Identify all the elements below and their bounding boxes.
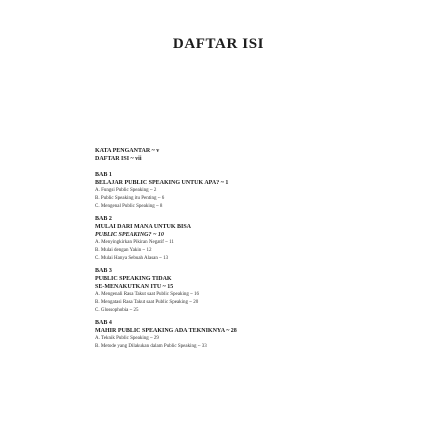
chapter-1-number: BAB 1 xyxy=(95,172,112,178)
toc-subentry[interactable]: A. Mengenali Rasa Takut saat Public Speaking ~ 16 xyxy=(95,292,200,297)
chapter-1-title[interactable]: BELAJAR PUBLIC SPEAKING UNTUK APA? ~ 1 xyxy=(95,180,229,186)
chapter-4-number: BAB 4 xyxy=(95,320,112,326)
chapter-3-title-line-1[interactable]: PUBLIC SPEAKING TIDAK xyxy=(95,276,172,282)
chapter-4-title[interactable]: MAHIR PUBLIC SPEAKING ADA TEKNIKNYA ~ 28 xyxy=(95,328,237,334)
toc-subentry[interactable]: C. Mengenal Public Speaking ~ 8 xyxy=(95,204,163,209)
toc-subentry[interactable]: C. Mulai Hanya Sebuah Alasan ~ 13 xyxy=(95,256,169,261)
chapter-2-title-line-2[interactable]: PUBLIC SPEAKING? ~ 10 xyxy=(95,232,164,238)
toc-subentry[interactable]: B. Metode yang Dilakukan dalam Public Speaking ~ 33 xyxy=(95,344,207,349)
chapter-3-title-line-2[interactable]: SE-MENAKUTKAN ITU ~ 15 xyxy=(95,284,174,290)
chapter-2-title-line-1[interactable]: MULAI DARI MANA UNTUK BISA xyxy=(95,224,192,230)
toc-subentry[interactable]: C. Glossophobia ~ 25 xyxy=(95,308,139,313)
toc-entry-daftar-isi[interactable]: DAFTAR ISI ~ vii xyxy=(95,156,142,162)
chapter-3 xyxy=(95,267,405,315)
chapter-2 xyxy=(95,215,405,263)
toc-entry-kata-pengantar[interactable]: KATA PENGANTAR ~ v xyxy=(95,148,160,154)
chapter-2-number: BAB 2 xyxy=(95,216,112,222)
chapter-4 xyxy=(95,319,405,351)
table-of-contents xyxy=(95,147,405,351)
toc-subentry[interactable]: B. Public Speaking itu Penting ~ 6 xyxy=(95,196,165,201)
chapter-1 xyxy=(95,171,405,211)
page-title: DAFTAR ISI xyxy=(172,36,265,52)
chapter-3-number: BAB 3 xyxy=(95,268,112,274)
toc-subentry[interactable]: B. Mengatasi Rasa Takut saat Public Speaking ~ 20 xyxy=(95,300,199,305)
toc-subentry[interactable]: A. Fungsi Public Speaking ~ 2 xyxy=(95,188,157,193)
toc-subentry[interactable]: A. Teknik Public Speaking ~ 29 xyxy=(95,336,159,341)
toc-subentry[interactable]: B. Mulai dengan Yakin ~ 12 xyxy=(95,248,152,253)
toc-subentry[interactable]: A. Menyingkirkan Pikiran Negatif ~ 11 xyxy=(95,240,174,245)
